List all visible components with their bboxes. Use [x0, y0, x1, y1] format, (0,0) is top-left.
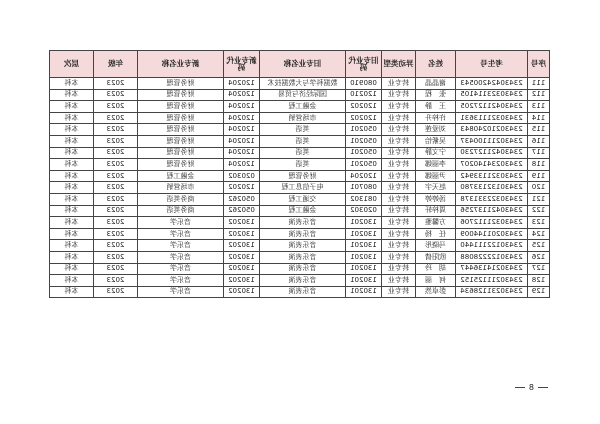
cell-index: 128 [528, 275, 550, 287]
header-exam-no: 考生号 [456, 51, 528, 78]
cell-new-major-code: 120204 [224, 112, 260, 124]
cell-new-major-code: 130202 [224, 286, 260, 298]
footer-dash-right [538, 387, 548, 388]
cell-new-major-name: 财务管理 [138, 89, 224, 101]
header-name: 姓名 [416, 51, 456, 78]
cell-new-major-name: 财务管理 [138, 159, 224, 171]
table-row [50, 263, 550, 275]
cell-new-major-code: 130202 [224, 217, 260, 229]
cell-grade: 2023 [94, 89, 138, 101]
cell-old-major-name: 电子信息工程 [260, 182, 346, 194]
cell-old-major-name: 英语 [260, 159, 346, 171]
cell-old-major-name: 音乐表演 [260, 263, 346, 275]
cell-old-major-name: 音乐表演 [260, 286, 346, 298]
cell-name: 吴紫怡 [416, 135, 456, 147]
cell-change-type: 转专业 [382, 240, 416, 252]
cell-name: 宁文静 [416, 147, 456, 159]
cell-exam-no: 23430421137256 [456, 205, 528, 217]
cell-new-major-code: 120204 [224, 135, 260, 147]
cell-change-type: 转专业 [382, 193, 416, 205]
cell-old-major-name: 金融工程 [260, 205, 346, 217]
cell-exam-no: 23430210240843 [456, 124, 528, 136]
cell-old-major-code: 020302 [346, 205, 382, 217]
cell-new-major-code: 120204 [224, 101, 260, 113]
cell-change-type: 转专业 [382, 78, 416, 90]
table-row [50, 286, 550, 298]
table-row [50, 147, 550, 159]
cell-change-type: 转专业 [382, 147, 416, 159]
cell-name: 马晓彤 [416, 240, 456, 252]
cell-change-type: 转专业 [382, 124, 416, 136]
cell-new-major-code: 120202 [224, 182, 260, 194]
cell-index: 114 [528, 112, 550, 124]
cell-change-type: 转专业 [382, 251, 416, 263]
table-row [50, 124, 550, 136]
cell-grade: 2023 [94, 182, 138, 194]
cell-index: 113 [528, 101, 550, 113]
table-row [50, 275, 550, 287]
cell-level: 本科 [50, 112, 94, 124]
cell-grade: 2023 [94, 101, 138, 113]
cell-exam-no: 23430323114105 [456, 89, 528, 101]
cell-name: 方馨雅 [416, 217, 456, 229]
cell-old-major-code: 130201 [346, 251, 382, 263]
table-row [50, 78, 550, 90]
cell-exam-no: 23430214136447 [456, 263, 528, 275]
table-row [50, 89, 550, 101]
cell-grade: 2023 [94, 159, 138, 171]
cell-index: 122 [528, 205, 550, 217]
cell-level: 本科 [50, 124, 94, 136]
cell-index: 112 [528, 89, 550, 101]
cell-new-major-name: 音乐学 [138, 275, 224, 287]
cell-level: 本科 [50, 89, 94, 101]
cell-new-major-name: 财务管理 [138, 147, 224, 159]
cell-level: 本科 [50, 205, 94, 217]
cell-new-major-name: 音乐学 [138, 240, 224, 252]
cell-old-major-name: 英语 [260, 124, 346, 136]
cell-change-type: 转专业 [382, 263, 416, 275]
cell-name: 刘爱莲 [416, 124, 456, 136]
cell-old-major-code: 130201 [346, 275, 382, 287]
cell-old-major-code: 050201 [346, 147, 382, 159]
cell-new-major-code: 130202 [224, 263, 260, 275]
cell-change-type: 转专业 [382, 286, 416, 298]
header-level: 层次 [50, 51, 94, 78]
cell-exam-no: 23430321112706 [456, 217, 528, 229]
cell-exam-no: 23430211100437 [456, 135, 528, 147]
table-row [50, 159, 550, 171]
table-row [50, 205, 550, 217]
cell-index: 126 [528, 251, 550, 263]
cell-new-major-name: 财务管理 [138, 101, 224, 113]
cell-new-major-name: 财务管理 [138, 78, 224, 90]
table-row [50, 170, 550, 182]
cell-new-major-name: 市场营销 [138, 182, 224, 194]
page-number: 8 [528, 383, 534, 392]
cell-new-major-name: 音乐学 [138, 251, 224, 263]
header-old-major-name: 旧专业名称 [260, 51, 346, 78]
cell-exam-no: 23430211125152 [456, 275, 528, 287]
cell-name: 胡 玲 [416, 263, 456, 275]
cell-old-major-code: 120202 [346, 112, 382, 124]
cell-new-major-code: 130202 [224, 240, 260, 252]
cell-new-major-name: 音乐学 [138, 286, 224, 298]
cell-index: 127 [528, 263, 550, 275]
cell-grade: 2023 [94, 193, 138, 205]
cell-old-major-name: 国际经济与贸易 [260, 89, 346, 101]
cell-old-major-name: 交通工程 [260, 193, 346, 205]
cell-new-major-code: 130202 [224, 228, 260, 240]
cell-index: 124 [528, 228, 550, 240]
cell-new-major-name: 财务管理 [138, 135, 224, 147]
cell-old-major-code: 130201 [346, 263, 382, 275]
cell-name: 王 静 [416, 101, 456, 113]
table-row [50, 182, 550, 194]
cell-exam-no: 23430122228088 [456, 251, 528, 263]
cell-level: 本科 [50, 193, 94, 205]
cell-grade: 2023 [94, 275, 138, 287]
table-row [50, 240, 550, 252]
cell-old-major-code: 081302 [346, 193, 382, 205]
cell-exam-no: 23430234140207 [456, 159, 528, 171]
cell-new-major-code: 050262 [224, 205, 260, 217]
table-row [50, 101, 550, 113]
cell-new-major-code: 120204 [224, 159, 260, 171]
cell-grade: 2023 [94, 217, 138, 229]
cell-level: 本科 [50, 101, 94, 113]
cell-level: 本科 [50, 170, 94, 182]
cell-name: 周梓轩 [416, 205, 456, 217]
cell-old-major-name: 数据科学与大数据技术 [260, 78, 346, 90]
cell-old-major-code: 080701 [346, 182, 382, 194]
cell-index: 118 [528, 159, 550, 171]
table-header-row [50, 51, 550, 78]
cell-new-major-name: 商务英语 [138, 193, 224, 205]
cell-new-major-code: 120204 [224, 89, 260, 101]
cell-grade: 2023 [94, 170, 138, 182]
cell-old-major-name: 市场营销 [260, 112, 346, 124]
cell-old-major-code: 050201 [346, 159, 382, 171]
cell-level: 本科 [50, 217, 94, 229]
cell-exam-no: 23430421127205 [456, 101, 528, 113]
cell-name: 李丽娜 [416, 159, 456, 171]
cell-old-major-name: 财务管理 [260, 170, 346, 182]
cell-old-major-code: 120204 [346, 170, 382, 182]
cell-index: 121 [528, 193, 550, 205]
cell-old-major-name: 音乐表演 [260, 228, 346, 240]
cell-level: 本科 [50, 182, 94, 194]
cell-exam-no: 23430321133942 [456, 170, 528, 182]
cell-grade: 2023 [94, 135, 138, 147]
cell-exam-no: 23430322331378 [456, 193, 528, 205]
cell-index: 125 [528, 240, 550, 252]
cell-old-major-code: 130201 [346, 286, 382, 298]
cell-new-major-code: 120204 [224, 78, 260, 90]
cell-grade: 2023 [94, 263, 138, 275]
cell-change-type: 转专业 [382, 205, 416, 217]
cell-index: 117 [528, 147, 550, 159]
cell-level: 本科 [50, 251, 94, 263]
cell-change-type: 转专业 [382, 89, 416, 101]
cell-new-major-code: 120204 [224, 124, 260, 136]
cell-level: 本科 [50, 228, 94, 240]
header-new-major-name: 新专业名称 [138, 51, 224, 78]
cell-exam-no: 23430231128634 [456, 286, 528, 298]
cell-change-type: 转专业 [382, 112, 416, 124]
cell-new-major-name: 财务管理 [138, 112, 224, 124]
cell-new-major-code: 120204 [224, 147, 260, 159]
cell-name: 任 杨 [416, 228, 456, 240]
cell-name: 谢晶晶 [416, 78, 456, 90]
table-row [50, 228, 550, 240]
cell-grade: 2023 [94, 240, 138, 252]
cell-old-major-name: 音乐表演 [260, 251, 346, 263]
cell-old-major-code: 120210 [346, 89, 382, 101]
cell-change-type: 转专业 [382, 228, 416, 240]
cell-old-major-code: 120202 [346, 101, 382, 113]
page-footer [472, 383, 552, 392]
header-old-major-code: 旧专业代码 [346, 51, 382, 78]
cell-exam-no: 23430201144009 [456, 228, 528, 240]
cell-grade: 2023 [94, 124, 138, 136]
cell-old-major-code: 080910 [346, 78, 382, 90]
cell-old-major-code: 050201 [346, 135, 382, 147]
cell-new-major-name: 财务管理 [138, 124, 224, 136]
cell-new-major-name: 音乐学 [138, 217, 224, 229]
cell-grade: 2023 [94, 251, 138, 263]
cell-name: 尹丽娜 [416, 170, 456, 182]
cell-exam-no: 23430321113631 [456, 112, 528, 124]
cell-old-major-name: 金融工程 [260, 101, 346, 113]
cell-index: 123 [528, 217, 550, 229]
cell-name: 彭卓然 [416, 286, 456, 298]
cell-level: 本科 [50, 263, 94, 275]
cell-index: 120 [528, 182, 550, 194]
cell-grade: 2023 [94, 147, 138, 159]
cell-level: 本科 [50, 135, 94, 147]
cell-index: 129 [528, 286, 550, 298]
cell-new-major-code: 020302 [224, 170, 260, 182]
cell-old-major-code: 130201 [346, 240, 382, 252]
cell-name: 何 丽 [416, 275, 456, 287]
cell-name: 许梓升 [416, 112, 456, 124]
student-transfer-table [49, 50, 550, 298]
cell-index: 111 [528, 78, 550, 90]
cell-old-major-name: 音乐表演 [260, 217, 346, 229]
table-row [50, 217, 550, 229]
cell-exam-no: 23430424200543 [456, 78, 528, 90]
mirrored-sheet [50, 50, 550, 298]
header-grade: 年级 [94, 51, 138, 78]
cell-name: 赵天宇 [416, 182, 456, 194]
cell-old-major-code: 130201 [346, 228, 382, 240]
cell-level: 本科 [50, 147, 94, 159]
cell-index: 115 [528, 124, 550, 136]
header-change-type: 异动类型 [382, 51, 416, 78]
cell-change-type: 转专业 [382, 135, 416, 147]
cell-level: 本科 [50, 78, 94, 90]
cell-old-major-name: 音乐表演 [260, 275, 346, 287]
cell-level: 本科 [50, 286, 94, 298]
cell-name: 张 程 [416, 89, 456, 101]
cell-new-major-name: 音乐学 [138, 263, 224, 275]
cell-level: 本科 [50, 159, 94, 171]
cell-old-major-code: 130201 [346, 217, 382, 229]
cell-level: 本科 [50, 240, 94, 252]
cell-change-type: 转专业 [382, 101, 416, 113]
cell-index: 116 [528, 135, 550, 147]
cell-change-type: 转专业 [382, 170, 416, 182]
table-body [50, 78, 550, 298]
table-row [50, 112, 550, 124]
cell-new-major-code: 050262 [224, 193, 260, 205]
table-row [50, 135, 550, 147]
cell-name: 欧阳倩 [416, 251, 456, 263]
cell-old-major-name: 英语 [260, 147, 346, 159]
cell-grade: 2023 [94, 205, 138, 217]
cell-index: 119 [528, 170, 550, 182]
cell-change-type: 转专业 [382, 217, 416, 229]
cell-new-major-name: 商务英语 [138, 205, 224, 217]
cell-change-type: 转专业 [382, 182, 416, 194]
table-row [50, 193, 550, 205]
cell-grade: 2023 [94, 228, 138, 240]
cell-grade: 2023 [94, 286, 138, 298]
cell-grade: 2023 [94, 112, 138, 124]
table-row [50, 251, 550, 263]
header-new-major-code: 新专业代码 [224, 51, 260, 78]
header-index: 序号 [528, 51, 550, 78]
cell-change-type: 转专业 [382, 275, 416, 287]
cell-grade: 2023 [94, 78, 138, 90]
cell-exam-no: 23430132133780 [456, 182, 528, 194]
cell-change-type: 转专业 [382, 159, 416, 171]
cell-old-major-name: 音乐表演 [260, 240, 346, 252]
footer-dash-left [515, 387, 525, 388]
cell-exam-no: 23430421127230 [456, 147, 528, 159]
cell-new-major-name: 金融工程 [138, 170, 224, 182]
cell-new-major-code: 130202 [224, 275, 260, 287]
cell-old-major-name: 英语 [260, 135, 346, 147]
cell-name: 汤婷婷 [416, 193, 456, 205]
cell-old-major-code: 050201 [346, 124, 382, 136]
cell-exam-no: 23430122111440 [456, 240, 528, 252]
cell-new-major-code: 130202 [224, 251, 260, 263]
cell-new-major-name: 音乐学 [138, 228, 224, 240]
cell-level: 本科 [50, 275, 94, 287]
